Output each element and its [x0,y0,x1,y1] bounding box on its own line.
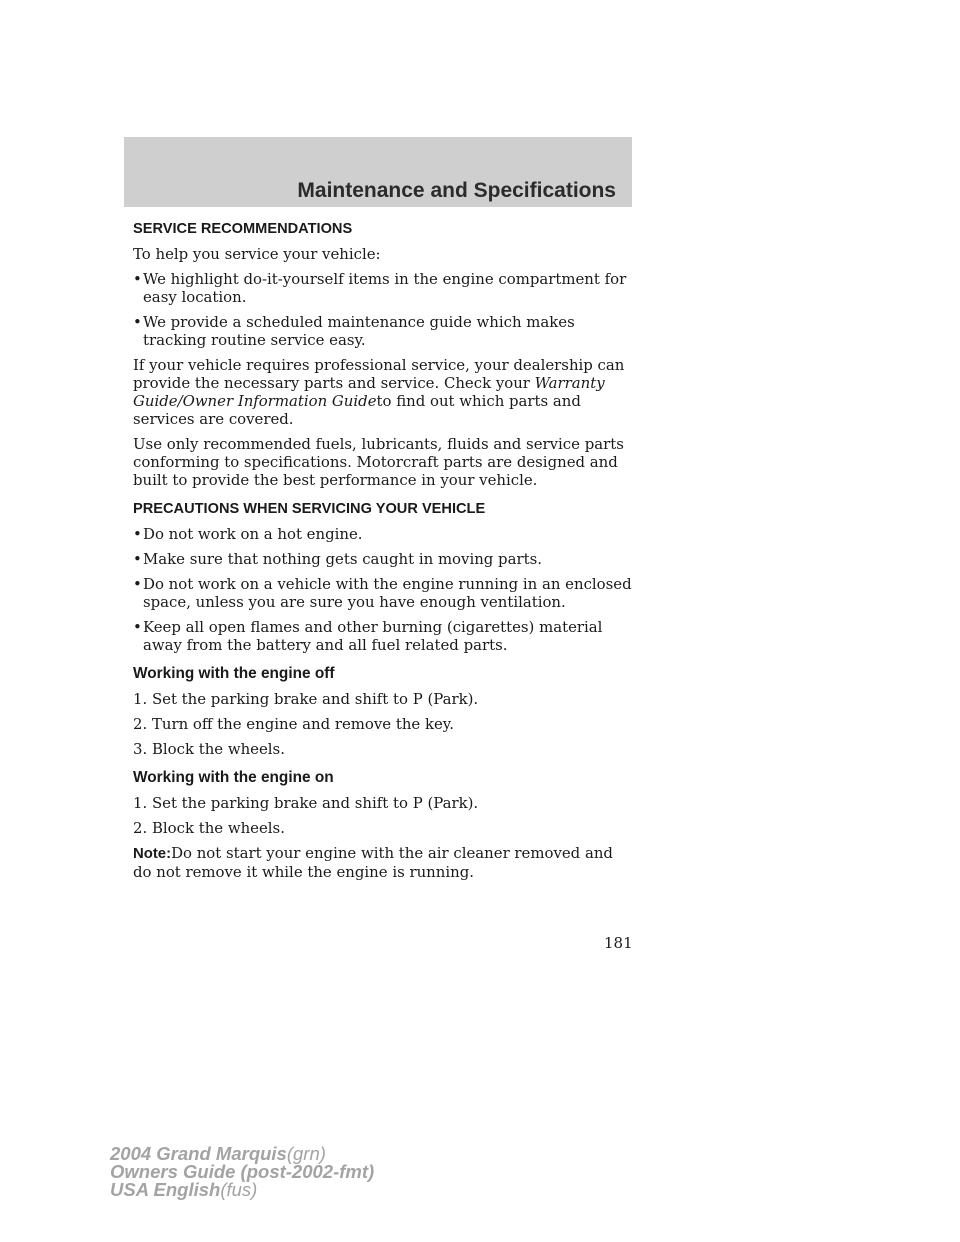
footer-line-guide: Owners Guide (post-2002-fmt) [110,1161,375,1182]
list-item: • We provide a scheduled maintenance guide which makes tracking routine service easy. [133,313,575,349]
bullet-icon: • [133,270,142,288]
service-recommendations-heading: SERVICE RECOMMENDATIONS [133,221,353,237]
engine-off-step: 1. Set the parking brake and shift to P (Park). [133,690,479,708]
note-text: Do not start your engine with the air cleaner removed and do not remove it while the engine is running. [133,844,613,881]
page-content [133,220,633,888]
bullet-icon: • [133,550,142,568]
note-paragraph [133,844,633,881]
document-footer [110,1145,374,1199]
precautions-bullet-list [133,525,633,654]
section-title: Maintenance and Specifications [297,179,616,202]
engine-on-step: 1. Set the parking brake and shift to P (Park). [133,794,479,812]
service-intro: To help you service your vehicle: [133,245,381,263]
note-label: Note: [133,846,172,862]
engine-on-heading: Working with the engine on [133,769,334,786]
bullet-icon: • [133,313,142,331]
list-item: • Do not work on a hot engine. [133,525,363,543]
recommended-parts-paragraph: Use only recommended fuels, lubricants, fluids and service parts conforming to specifications. Motorcraft parts are designed and built to provide the best performance in your vehicle. [133,435,624,489]
precautions-heading: PRECAUTIONS WHEN SERVICING YOUR VEHICLE [133,501,486,517]
list-item: • We highlight do-it-yourself items in the engine compartment for easy location. [133,270,627,306]
service-bullet-list [133,270,633,349]
footer-line-language: USA English(fus) [110,1179,258,1200]
engine-on-step: 2. Block the wheels. [133,819,285,837]
list-item: • Keep all open flames and other burning (cigarettes) material away from the battery and all fuel related parts. [133,618,603,654]
list-item: • Make sure that nothing gets caught in moving parts. [133,550,542,568]
professional-service-paragraph: If your vehicle requires professional service, your dealership can provide the necessary parts and service. Check your Warranty Guide/Owner Information Guideto find out which parts and services are covered. [133,356,625,428]
section-header-band [124,137,632,207]
footer-line-model: 2004 Grand Marquis(grn) [110,1143,326,1164]
warranty-guide-reference: Warranty Guide/Owner Information Guide [133,374,605,410]
bullet-icon: • [133,525,142,543]
bullet-icon: • [133,575,142,593]
engine-off-heading: Working with the engine off [133,665,335,682]
engine-off-step: 3. Block the wheels. [133,740,285,758]
page-number: 181 [604,934,633,952]
bullet-icon: • [133,618,142,636]
list-item: • Do not work on a vehicle with the engine running in an enclosed space, unless you are sure you have enough ventilation. [133,575,632,611]
engine-off-step: 2. Turn off the engine and remove the key. [133,715,454,733]
